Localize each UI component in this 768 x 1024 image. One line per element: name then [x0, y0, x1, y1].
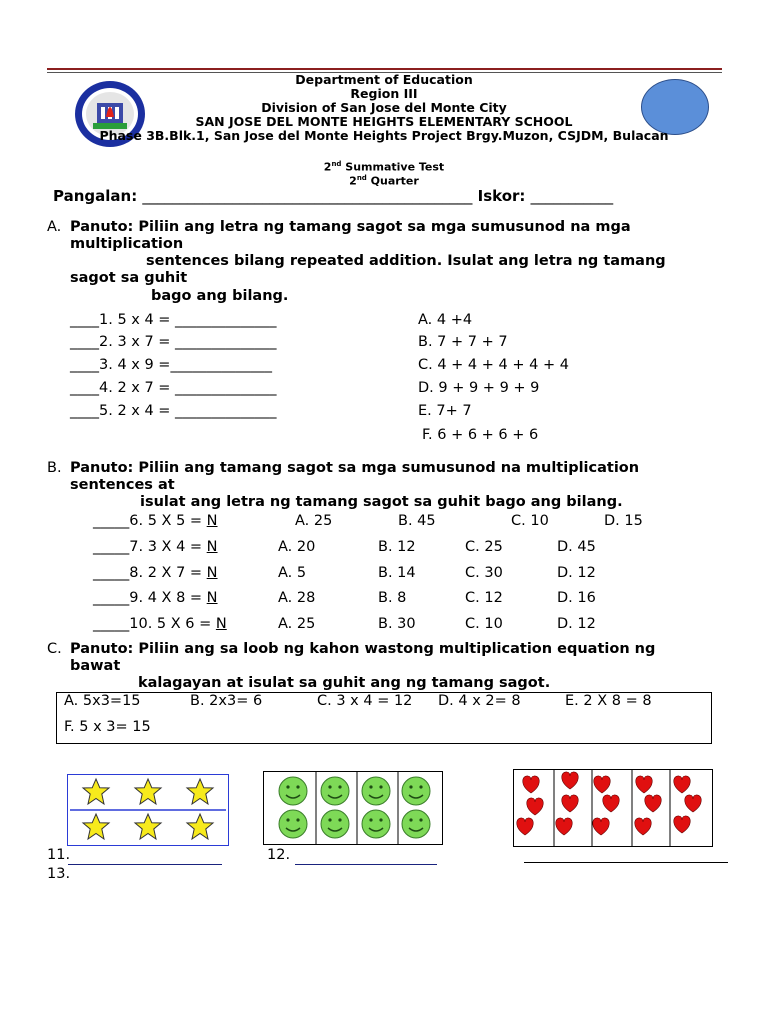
partA-choice-b: B. 7 + 7 + 7 [418, 334, 508, 350]
box-choice-b: B. 2x3= 6 [190, 693, 263, 709]
question-text: 10. 5 X 6 = [129, 616, 216, 632]
answer-12-label: 12. [267, 847, 291, 863]
partA-item-4[interactable] [70, 380, 277, 396]
smiley-icon [321, 777, 349, 805]
answer-11-label: 11. [47, 847, 71, 863]
partA-line4: sagot sa guhit [70, 270, 188, 286]
question-text: 7. 3 X 4 = [129, 539, 207, 555]
question-text: 9. 4 X 8 = [129, 590, 207, 606]
item-text: 3. 4 x 9 =______________ [99, 357, 272, 373]
partB-line2: sentences at [70, 477, 175, 493]
partA-line5: bago ang bilang. [151, 288, 289, 304]
smiley-icon [362, 777, 390, 805]
star-icon [187, 779, 213, 804]
partC-letter: C. [47, 641, 62, 657]
box-choice-e: E. 2 X 8 = 8 [565, 693, 652, 709]
heart-icon [527, 798, 544, 815]
partB-item-7-d: D. 45 [557, 539, 596, 555]
heart-icon [562, 795, 579, 812]
header-address: Phase 3B.Blk.1, San Jose del Monte Heights Project Brgy.Muzon, CSJDM, Bulacan [99, 128, 669, 143]
score-blank[interactable]: ___________ [530, 187, 614, 205]
partA-line2: multiplication [70, 236, 184, 252]
star-icon [135, 779, 161, 804]
star-icon [83, 814, 109, 839]
star-icon [135, 814, 161, 839]
answer-blank[interactable]: _____ [93, 616, 130, 632]
partB-item-8-q[interactable] [93, 565, 218, 581]
answer-11-line[interactable] [68, 864, 222, 865]
partB-item-9-q[interactable] [93, 590, 218, 606]
partB-item-8-c: C. 30 [465, 565, 503, 581]
partB-item-10-d: D. 12 [557, 616, 596, 632]
test-num: 2 [323, 160, 332, 174]
box-choice-a: A. 5x3=15 [64, 693, 141, 709]
partB-item-8-a: A. 5 [278, 565, 307, 581]
answer-blank[interactable]: _____ [93, 513, 130, 529]
heart-icon [636, 776, 653, 793]
partB-item-6-d: D. 15 [604, 513, 643, 529]
partB-item-8-b: B. 14 [378, 565, 416, 581]
partA-choice-f: F. 6 + 6 + 6 + 6 [422, 427, 539, 443]
partA-line1: Panuto: Piliin ang letra ng tamang sagot sa mga sumusunod na mga [70, 219, 631, 235]
partA-choice-c: C. 4 + 4 + 4 + 4 + 4 [418, 357, 569, 373]
partB-line3: isulat ang letra ng tamang sagot sa guhit bago ang bilang. [140, 494, 623, 510]
answer-blank[interactable]: _____ [93, 590, 130, 606]
partA-item-3[interactable] [70, 357, 272, 373]
partB-item-10-q[interactable] [93, 616, 227, 632]
partB-item-8-d: D. 12 [557, 565, 596, 581]
partA-item-5[interactable] [70, 403, 277, 419]
header-school: SAN JOSE DEL MONTE HEIGHTS ELEMENTARY SCHOOL [195, 114, 573, 129]
box-choice-d: D. 4 x 2= 8 [438, 693, 521, 709]
score-label: Iskor: [472, 187, 531, 205]
heart-icon [674, 816, 691, 833]
heart-icon [645, 795, 662, 812]
partB-item-9-b: B. 8 [378, 590, 407, 606]
item-text: 2. 3 x 7 = ______________ [99, 334, 277, 350]
partA-choice-a: A. 4 +4 [418, 312, 473, 328]
quarter-num: 2 [349, 174, 357, 188]
answer-13-line[interactable] [524, 862, 728, 863]
partA-letter: A. [47, 219, 62, 235]
heart-icon [593, 818, 610, 835]
answer-blank[interactable]: ____ [70, 403, 99, 419]
n-variable: N [206, 565, 218, 581]
smiley-icon [279, 810, 307, 838]
header-dept: Department of Education [295, 72, 473, 87]
smiley-icon [279, 777, 307, 805]
answer-blank[interactable]: ____ [70, 334, 99, 350]
star-icon [83, 779, 109, 804]
smiley-icon [402, 810, 430, 838]
answer-blank[interactable]: ____ [70, 357, 99, 373]
quarter-label: Quarter [366, 174, 419, 188]
smiley-icon [402, 777, 430, 805]
item-text: 1. 5 x 4 = ______________ [99, 312, 277, 328]
item-text: 5. 2 x 4 = ______________ [99, 403, 277, 419]
name-score-line [53, 187, 613, 205]
smiley-icon [362, 810, 390, 838]
heart-icon [674, 776, 691, 793]
answer-blank[interactable]: ____ [70, 380, 99, 396]
partC-line3: kalagayan at isulat sa guhit ang ng tamang sagot. [138, 675, 551, 691]
test-label: Summative Test [341, 160, 445, 174]
partB-item-6-c: C. 10 [511, 513, 549, 529]
top-rule [47, 68, 722, 70]
box-choice-c: C. 3 x 4 = 12 [317, 693, 413, 709]
header-region: Region III [350, 86, 418, 101]
partA-item-2[interactable] [70, 334, 277, 350]
question-text: 6. 5 X 5 = [129, 513, 207, 529]
partC-line1: Panuto: Piliin ang sa loob ng kahon wastong multiplication equation ng [70, 641, 656, 657]
n-variable: N [215, 616, 227, 632]
heart-icon [594, 776, 611, 793]
quarter-sup: nd [356, 174, 367, 182]
answer-13-label: 13. [47, 866, 71, 882]
partA-choice-e: E. 7+ 7 [418, 403, 472, 419]
answer-blank[interactable]: _____ [93, 539, 130, 555]
stars-picture [67, 774, 229, 846]
answer-12-line[interactable] [295, 864, 437, 865]
partB-item-9-d: D. 16 [557, 590, 596, 606]
partB-item-7-b: B. 12 [378, 539, 416, 555]
heart-icon [635, 818, 652, 835]
n-variable: N [206, 513, 218, 529]
partB-item-6-b: B. 45 [398, 513, 436, 529]
heart-icon [523, 776, 540, 793]
heart-icon [517, 818, 534, 835]
smiley-icon [321, 810, 349, 838]
heart-icon [603, 795, 620, 812]
partB-item-7-a: A. 20 [278, 539, 316, 555]
heart-icon [685, 795, 702, 812]
item-text: 4. 2 x 7 = ______________ [99, 380, 277, 396]
partB-item-9-a: A. 28 [278, 590, 316, 606]
partA-item-1[interactable] [70, 312, 277, 328]
heart-icon [562, 772, 579, 789]
partB-item-7-q[interactable] [93, 539, 218, 555]
partB-item-6-q[interactable] [93, 513, 218, 529]
partB-item-10-c: C. 10 [465, 616, 503, 632]
partB-item-6-a: A. 25 [295, 513, 333, 529]
heart-icon [556, 818, 573, 835]
partB-line1: Panuto: Piliin ang tamang sagot sa mga sumusunod na multiplication [70, 460, 640, 476]
partB-item-10-b: B. 30 [378, 616, 416, 632]
question-text: 8. 2 X 7 = [129, 565, 207, 581]
partC-line2: bawat [70, 658, 121, 674]
n-variable: N [206, 539, 218, 555]
box-choice-f: F. 5 x 3= 15 [64, 719, 151, 735]
partA-line3: sentences bilang repeated addition. Isulat ang letra ng tamang [146, 253, 666, 269]
quarter-title [0, 171, 768, 189]
header-division: Division of San Jose del Monte City [261, 100, 507, 115]
partA-choice-d: D. 9 + 9 + 9 + 9 [418, 380, 540, 396]
star-icon [187, 814, 213, 839]
smileys-picture [263, 771, 443, 845]
partB-item-7-c: C. 25 [465, 539, 503, 555]
partB-letter: B. [47, 460, 62, 476]
hearts-picture [513, 769, 713, 847]
name-label: Pangalan: [53, 187, 143, 205]
test-sup: nd [331, 160, 342, 168]
partB-item-10-a: A. 25 [278, 616, 316, 632]
answer-blank[interactable]: ____ [70, 312, 99, 328]
answer-blank[interactable]: _____ [93, 565, 130, 581]
n-variable: N [206, 590, 218, 606]
partB-item-9-c: C. 12 [465, 590, 503, 606]
name-blank[interactable]: ____________________________________________ [142, 187, 473, 205]
